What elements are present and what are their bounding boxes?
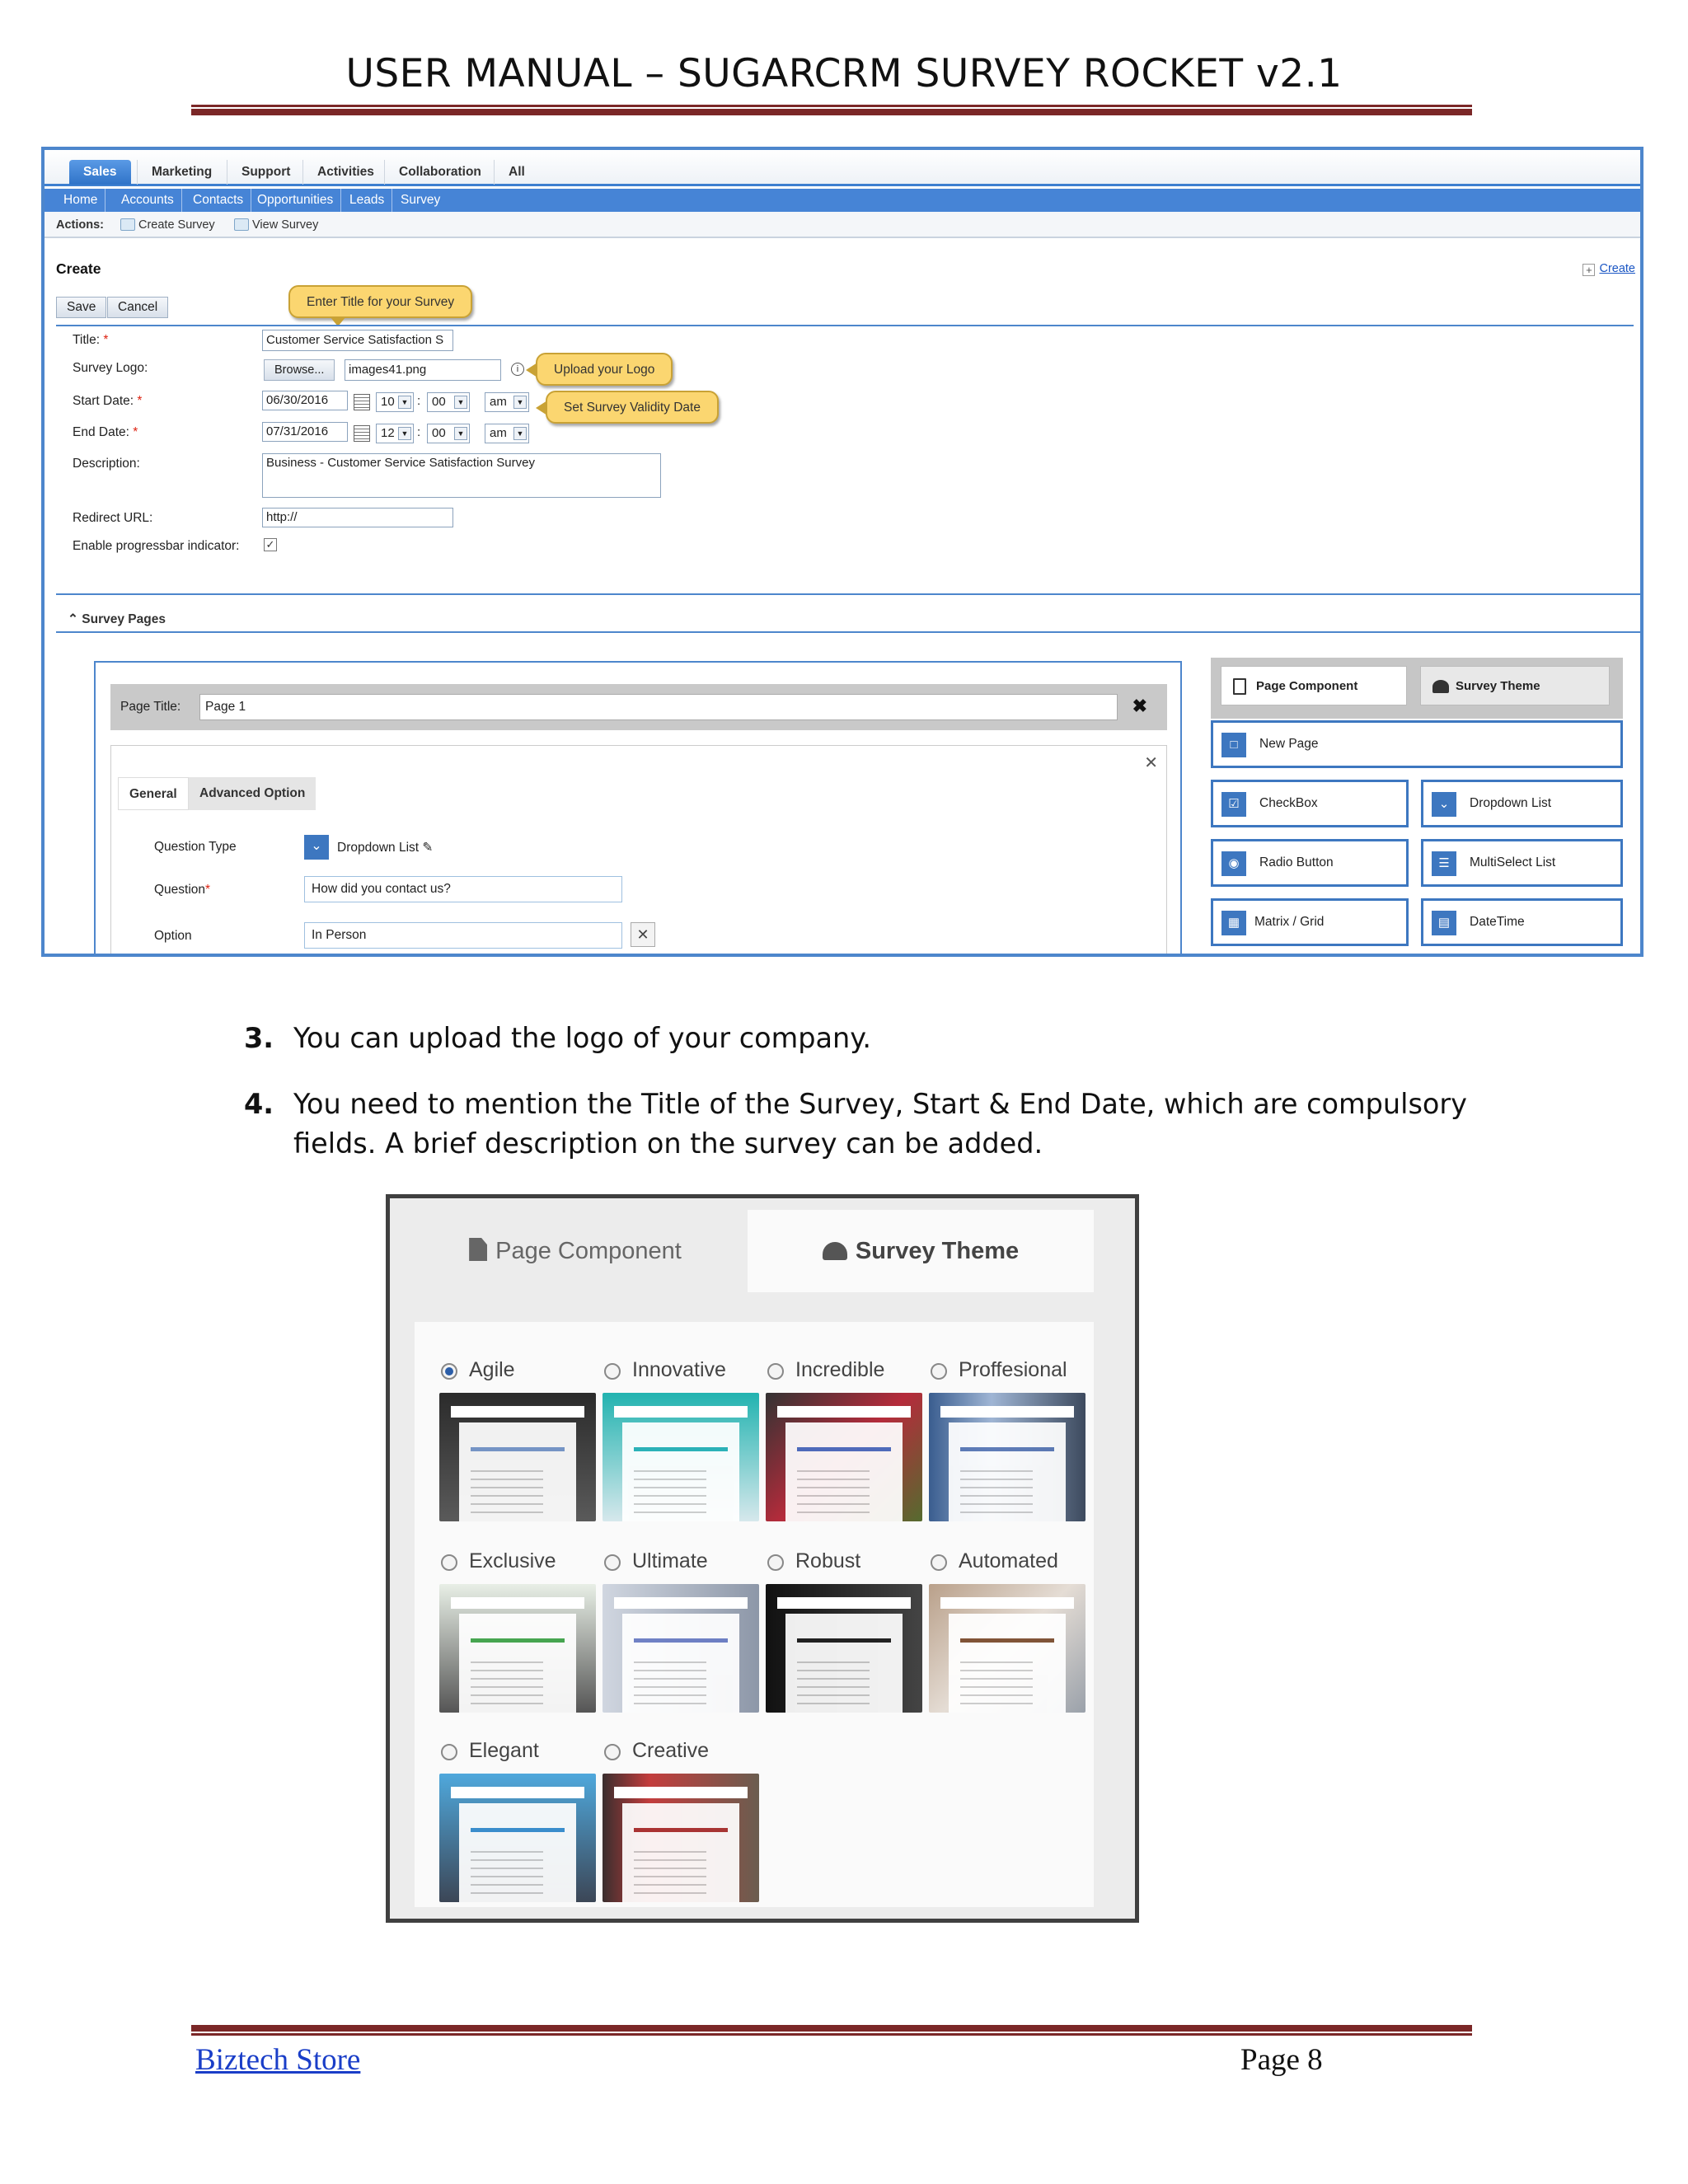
module-tab-bar bbox=[45, 150, 1640, 186]
close-question-icon[interactable]: ✕ bbox=[1144, 754, 1158, 772]
theme-preview-proffesional[interactable] bbox=[929, 1393, 1085, 1521]
callout-logo-text: Upload your Logo bbox=[554, 363, 655, 377]
subtab-leads[interactable]: Leads bbox=[342, 189, 392, 212]
tab-all[interactable]: All bbox=[494, 160, 539, 185]
document-header-title: USER MANUAL – SUGARCRM SURVEY ROCKET v2.1 bbox=[345, 51, 1343, 96]
page-title-bar bbox=[110, 684, 1167, 730]
calendar-icon[interactable] bbox=[354, 425, 370, 442]
cancel-button[interactable]: Cancel bbox=[107, 297, 168, 318]
new-page-button[interactable]: □ New Page bbox=[1211, 720, 1623, 768]
chevron-down-icon: ▼ bbox=[398, 427, 411, 440]
callout-validity bbox=[546, 391, 719, 424]
create-link[interactable] bbox=[1582, 262, 1635, 276]
theme-label-exclusive: Exclusive bbox=[469, 1549, 556, 1572]
section-divider bbox=[56, 631, 1640, 633]
theme-label-proffesional: Proffesional bbox=[959, 1358, 1067, 1381]
matrix-grid-button[interactable]: ▦ Matrix / Grid bbox=[1211, 898, 1409, 946]
theme-preview-robust[interactable] bbox=[766, 1584, 922, 1713]
time-colon: : bbox=[417, 425, 421, 439]
theme-preview-elegant[interactable] bbox=[439, 1774, 596, 1902]
tab-advanced-option[interactable]: Advanced Option bbox=[189, 777, 316, 810]
form-heading: Create bbox=[56, 260, 101, 277]
start-date-label: Start Date: * bbox=[73, 394, 143, 408]
step-4-number: 4. bbox=[244, 1088, 274, 1120]
question-label: Question* bbox=[154, 883, 211, 897]
theme-radio-automated[interactable] bbox=[931, 1554, 947, 1571]
create-survey-icon bbox=[120, 218, 135, 231]
document-icon bbox=[1233, 678, 1246, 695]
theme-radio-incredible[interactable] bbox=[767, 1363, 784, 1380]
document-icon: □ bbox=[1221, 733, 1246, 757]
progressbar-label: Enable progressbar indicator: bbox=[73, 539, 240, 553]
tab-sales[interactable]: Sales bbox=[69, 160, 131, 185]
chevron-down-icon: ▼ bbox=[398, 396, 411, 409]
question-type-value[interactable]: Dropdown List ✎ bbox=[337, 841, 434, 855]
theme-radio-innovative[interactable] bbox=[604, 1363, 621, 1380]
view-survey-action[interactable] bbox=[234, 218, 318, 232]
chevron-down-icon: ⌄ bbox=[1432, 792, 1456, 817]
section-divider bbox=[56, 593, 1640, 595]
callout-title bbox=[288, 285, 472, 318]
info-icon[interactable]: i bbox=[511, 363, 524, 376]
sub-tab-bar bbox=[45, 189, 1640, 212]
theme-preview-creative[interactable] bbox=[603, 1774, 759, 1902]
step-3-text: You can upload the logo of your company. bbox=[293, 1022, 871, 1054]
plus-icon: + bbox=[1582, 264, 1595, 276]
dropdown-list-button[interactable]: ⌄ Dropdown List bbox=[1421, 780, 1623, 827]
theme-label-robust: Robust bbox=[795, 1549, 861, 1572]
start-date-input[interactable]: 06/30/2016 bbox=[262, 391, 348, 410]
chevron-down-icon: ▼ bbox=[454, 396, 467, 409]
survey-page-panel bbox=[94, 661, 1182, 957]
description-textarea[interactable]: Business - Customer Service Satisfaction Survey bbox=[262, 453, 661, 498]
tab-marketing[interactable]: Marketing bbox=[137, 160, 226, 185]
theme-preview-ultimate[interactable] bbox=[603, 1584, 759, 1713]
start-hour-select[interactable]: 10 ▼ bbox=[376, 392, 414, 412]
tab-general[interactable]: General bbox=[118, 777, 189, 810]
title-input[interactable]: Customer Service Satisfaction S bbox=[262, 330, 453, 351]
theme-label-automated: Automated bbox=[959, 1549, 1058, 1572]
time-colon: : bbox=[417, 394, 421, 408]
multiselect-list-button[interactable]: ☰ MultiSelect List bbox=[1421, 839, 1623, 887]
survey-pages-heading[interactable]: ⌃ Survey Pages bbox=[68, 612, 166, 626]
theme-radio-robust[interactable] bbox=[767, 1554, 784, 1571]
datetime-button[interactable]: ▤ DateTime bbox=[1421, 898, 1623, 946]
survey-logo-label: Survey Logo: bbox=[73, 361, 148, 375]
create-survey-label: Create Survey bbox=[138, 218, 215, 232]
step-4-line-1: You need to mention the Title of the Survey, Start & End Date, which are compulsory bbox=[293, 1088, 1467, 1120]
theme-label-elegant: Elegant bbox=[469, 1739, 539, 1762]
callout-tail bbox=[536, 401, 547, 415]
progressbar-checkbox[interactable]: ✓ bbox=[264, 538, 277, 551]
view-survey-label: View Survey bbox=[252, 218, 319, 232]
description-label: Description: bbox=[73, 457, 140, 471]
option-label: Option bbox=[154, 929, 192, 943]
tab-page-component[interactable]: Page Component bbox=[1221, 666, 1407, 705]
tab-activities[interactable]: Activities bbox=[302, 160, 388, 185]
subtab-accounts[interactable]: Accounts bbox=[114, 189, 182, 212]
grid-icon: ▦ bbox=[1221, 911, 1246, 935]
theme-radio-elegant[interactable] bbox=[441, 1744, 457, 1760]
theme-radio-ultimate[interactable] bbox=[604, 1554, 621, 1571]
page-title-input[interactable]: Page 1 bbox=[199, 694, 1118, 720]
theme-radio-agile[interactable] bbox=[441, 1363, 457, 1380]
callout-tail bbox=[526, 363, 537, 377]
page-title-label: Page Title: bbox=[120, 700, 181, 714]
end-date-input[interactable]: 07/31/2016 bbox=[262, 422, 348, 442]
theme-preview-automated[interactable] bbox=[929, 1584, 1085, 1713]
end-ampm-select[interactable]: am ▼ bbox=[485, 424, 529, 443]
theme-tab-survey-theme[interactable]: Survey Theme bbox=[748, 1210, 1094, 1292]
callout-title-text: Enter Title for your Survey bbox=[307, 295, 455, 309]
footer-rule-thin bbox=[191, 2033, 1472, 2036]
footer-rule bbox=[191, 2025, 1472, 2032]
tab-survey-theme[interactable]: Survey Theme bbox=[1420, 666, 1610, 705]
question-type-label: Question Type bbox=[154, 840, 237, 854]
create-link-label: Create bbox=[1599, 262, 1635, 275]
create-survey-action[interactable] bbox=[120, 218, 215, 232]
radio-button-button[interactable]: ◉ Radio Button bbox=[1211, 839, 1409, 887]
theme-preview-agile[interactable] bbox=[439, 1393, 596, 1521]
list-icon: ☰ bbox=[1432, 851, 1456, 876]
chevron-down-icon: ▼ bbox=[513, 427, 527, 440]
theme-grid bbox=[415, 1322, 1094, 1907]
theme-tab-page-component[interactable]: Page Component bbox=[403, 1210, 748, 1292]
theme-radio-proffesional[interactable] bbox=[931, 1363, 947, 1380]
callout-logo bbox=[536, 353, 673, 386]
end-date-label: End Date: * bbox=[73, 425, 138, 439]
logo-file-field: images41.png bbox=[345, 359, 501, 381]
header-rule-thin bbox=[191, 105, 1472, 107]
title-label: Title: * bbox=[73, 333, 109, 347]
checkbox-button[interactable]: ☑ CheckBox bbox=[1211, 780, 1409, 827]
subtab-contacts[interactable]: Contacts bbox=[185, 189, 251, 212]
start-ampm-select[interactable]: am ▼ bbox=[485, 392, 529, 412]
theme-label-ultimate: Ultimate bbox=[632, 1549, 708, 1572]
end-minute-select[interactable]: 00 ▼ bbox=[427, 424, 470, 443]
gauge-icon bbox=[1432, 680, 1449, 693]
theme-preview-innovative[interactable] bbox=[603, 1393, 759, 1521]
footer-biztech-link[interactable]: Biztech Store bbox=[195, 2043, 361, 2077]
redirect-url-input[interactable]: http:// bbox=[262, 508, 453, 527]
page-number: Page 8 bbox=[1240, 2043, 1323, 2077]
theme-label-agile: Agile bbox=[469, 1358, 515, 1381]
theme-radio-exclusive[interactable] bbox=[441, 1554, 457, 1571]
theme-radio-creative[interactable] bbox=[604, 1744, 621, 1760]
subtab-home[interactable]: Home bbox=[56, 189, 106, 212]
step-4-line-2: fields. A brief description on the survey can be added. bbox=[293, 1127, 1043, 1160]
calendar-icon: ▤ bbox=[1432, 911, 1456, 935]
pencil-icon: ✎ bbox=[422, 841, 434, 855]
radio-icon: ◉ bbox=[1221, 851, 1246, 876]
document-icon bbox=[469, 1238, 487, 1261]
save-button[interactable]: Save bbox=[56, 297, 106, 318]
tab-collaboration[interactable]: Collaboration bbox=[384, 160, 495, 185]
start-minute-select[interactable]: 00 ▼ bbox=[427, 392, 470, 412]
checkbox-icon: ☑ bbox=[1221, 792, 1246, 817]
form-divider bbox=[56, 325, 1634, 326]
subtab-opportunities[interactable]: Opportunities bbox=[250, 189, 341, 212]
theme-preview-exclusive[interactable] bbox=[439, 1584, 596, 1713]
chevron-up-icon: ⌃ bbox=[68, 612, 82, 626]
chevron-down-icon: ▼ bbox=[454, 427, 467, 440]
gauge-icon bbox=[823, 1242, 847, 1260]
view-survey-icon bbox=[234, 218, 249, 231]
close-page-icon[interactable]: ✖ bbox=[1132, 696, 1147, 716]
actions-label: Actions: bbox=[56, 218, 104, 232]
theme-label-incredible: Incredible bbox=[795, 1358, 885, 1381]
header-rule bbox=[191, 109, 1472, 115]
theme-preview-incredible[interactable] bbox=[766, 1393, 922, 1521]
subtab-survey[interactable]: Survey bbox=[401, 193, 441, 207]
dropdown-type-icon: ⌄ bbox=[304, 835, 329, 860]
step-3-number: 3. bbox=[244, 1022, 274, 1054]
remove-option-icon[interactable]: ✕ bbox=[631, 922, 655, 947]
theme-label-innovative: Innovative bbox=[632, 1358, 726, 1381]
question-panel bbox=[110, 745, 1167, 957]
actions-bar bbox=[45, 212, 1640, 238]
option-input[interactable]: In Person bbox=[304, 922, 622, 949]
survey-theme-screenshot bbox=[386, 1194, 1139, 1923]
component-tab-box bbox=[1211, 658, 1623, 719]
end-hour-select[interactable]: 12 ▼ bbox=[376, 424, 414, 443]
browse-button[interactable]: Browse... bbox=[264, 359, 335, 381]
redirect-url-label: Redirect URL: bbox=[73, 511, 153, 525]
callout-validity-text: Set Survey Validity Date bbox=[564, 401, 701, 415]
chevron-down-icon: ▼ bbox=[513, 396, 527, 409]
tab-support[interactable]: Support bbox=[227, 160, 304, 185]
question-input[interactable]: How did you contact us? bbox=[304, 876, 622, 902]
calendar-icon[interactable] bbox=[354, 394, 370, 410]
crm-create-survey-screenshot bbox=[41, 147, 1643, 957]
theme-label-creative: Creative bbox=[632, 1739, 710, 1762]
